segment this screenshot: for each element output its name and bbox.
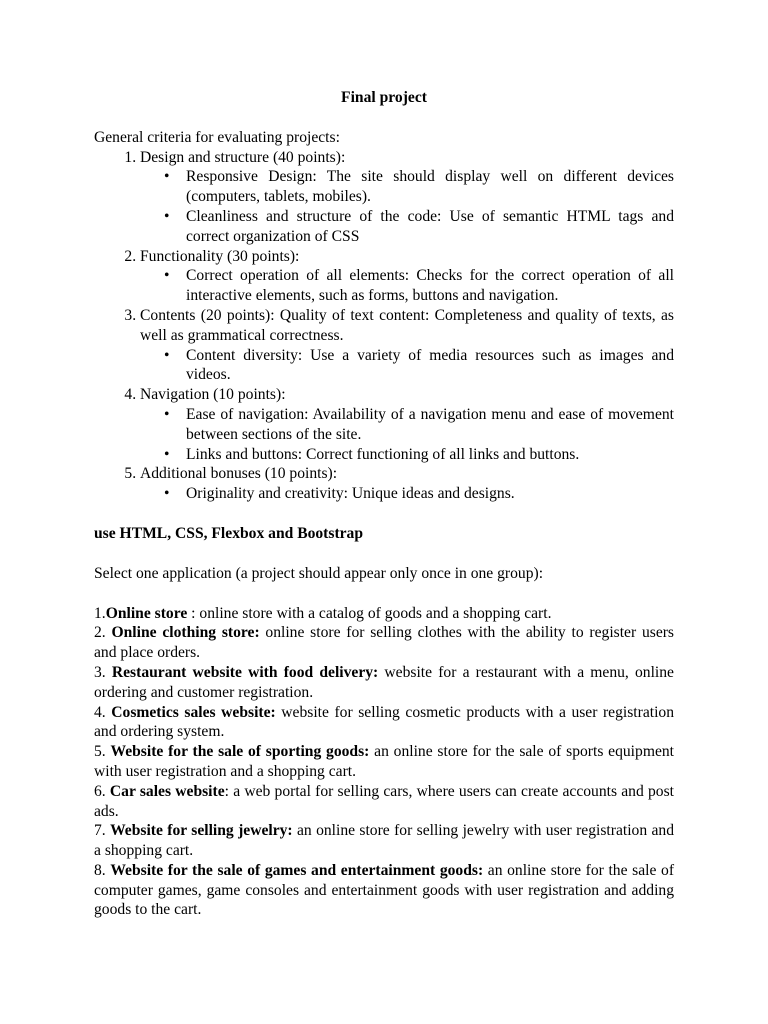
app-name: Website for the sale of sporting goods: xyxy=(110,743,370,761)
app-number: 4. xyxy=(94,703,112,721)
criteria-item xyxy=(140,148,674,247)
bullet-item: • Responsive Design: The site should display well on different devices (computers, tablets, mobiles). xyxy=(186,167,674,207)
criteria-label: Navigation (10 points): xyxy=(140,386,286,404)
application-item xyxy=(94,623,674,663)
bullet-item: • Cleanliness and structure of the code: Use of semantic HTML tags and correct organization of CSS xyxy=(186,207,674,247)
page-title: Final project xyxy=(341,89,427,106)
criteria-item xyxy=(140,306,674,385)
criteria-bullets xyxy=(140,167,674,246)
app-description: an online store for the sale of sports equipment with user registration and a shopping cart. xyxy=(94,743,674,780)
bullet-item: • Links and buttons: Correct functioning of all links and buttons. xyxy=(186,445,674,465)
app-description: : a web portal for selling cars, where users can create accounts and post ads. xyxy=(94,782,675,820)
criteria-label: Additional bonuses (10 points): xyxy=(140,465,338,483)
app-number: 1. xyxy=(94,604,106,622)
criteria-bullets xyxy=(140,405,674,464)
application-item xyxy=(94,782,674,822)
app-number: 2. xyxy=(94,624,112,642)
app-description: website for a restaurant with a menu, online ordering and customer registration. xyxy=(94,663,674,701)
criteria-intro: General criteria for evaluating projects: xyxy=(94,128,340,146)
application-item xyxy=(94,821,674,861)
application-item xyxy=(94,604,674,624)
bullet-item: • Correct operation of all elements: Checks for the correct operation of all interactive elements, such as forms, buttons and navigation. xyxy=(186,266,674,306)
criteria-label: Functionality (30 points): xyxy=(140,247,300,265)
app-number: 8. xyxy=(94,861,111,879)
app-name: Website for selling jewelry: xyxy=(110,822,293,840)
application-item xyxy=(94,742,674,782)
app-number: 6. xyxy=(94,782,110,800)
criteria-list xyxy=(94,148,674,504)
app-description: : online store with a catalog of goods and a shopping cart. xyxy=(187,604,552,622)
criteria-bullets xyxy=(140,484,674,504)
application-item xyxy=(94,703,674,743)
app-description: online store for selling clothes with the ability to register users and place orders. xyxy=(94,624,674,662)
app-description: an online store for the sale of computer games, game consoles and entertainment goods with user registration and adding goods to the cart. xyxy=(94,861,675,919)
app-name: Website for the sale of games and entertainment goods: xyxy=(110,861,484,879)
bullet-item: • Ease of navigation: Availability of a navigation menu and ease of movement between sections of the site. xyxy=(186,405,674,445)
app-name: Online clothing store: xyxy=(111,624,260,642)
criteria-item xyxy=(140,247,674,306)
criteria-item xyxy=(140,385,674,464)
app-name: Online store xyxy=(105,604,188,622)
criteria-label: Contents (20 points): Quality of text content: Completeness and quality of texts, as well as grammatical correctness. xyxy=(140,306,674,344)
criteria-label: Design and structure (40 points): xyxy=(140,148,346,166)
bullet-item: • Content diversity: Use a variety of media resources such as images and videos. xyxy=(186,346,674,386)
criteria-bullets xyxy=(140,346,674,386)
tech-requirement: use HTML, CSS, Flexbox and Bootstrap xyxy=(94,524,364,542)
bullet-item: • Originality and creativity: Unique ideas and designs. xyxy=(186,484,674,504)
app-name: Cosmetics sales website: xyxy=(111,703,276,721)
app-description: website for selling cosmetic products with a user registration and ordering system. xyxy=(94,703,675,741)
criteria-bullets xyxy=(140,266,674,306)
app-name: Restaurant website with food delivery: xyxy=(111,663,379,681)
application-list xyxy=(94,604,674,921)
app-number: 5. xyxy=(94,743,111,761)
criteria-item xyxy=(140,464,674,504)
app-name: Car sales website xyxy=(109,782,225,800)
application-item xyxy=(94,663,674,703)
app-number: 3. xyxy=(94,663,112,681)
app-description: an online store for selling jewelry with user registration and a shopping cart. xyxy=(94,822,675,860)
select-instruction: Select one application (a project should appear only once in one group): xyxy=(94,564,544,582)
app-number: 7. xyxy=(94,822,111,840)
application-item xyxy=(94,861,674,920)
